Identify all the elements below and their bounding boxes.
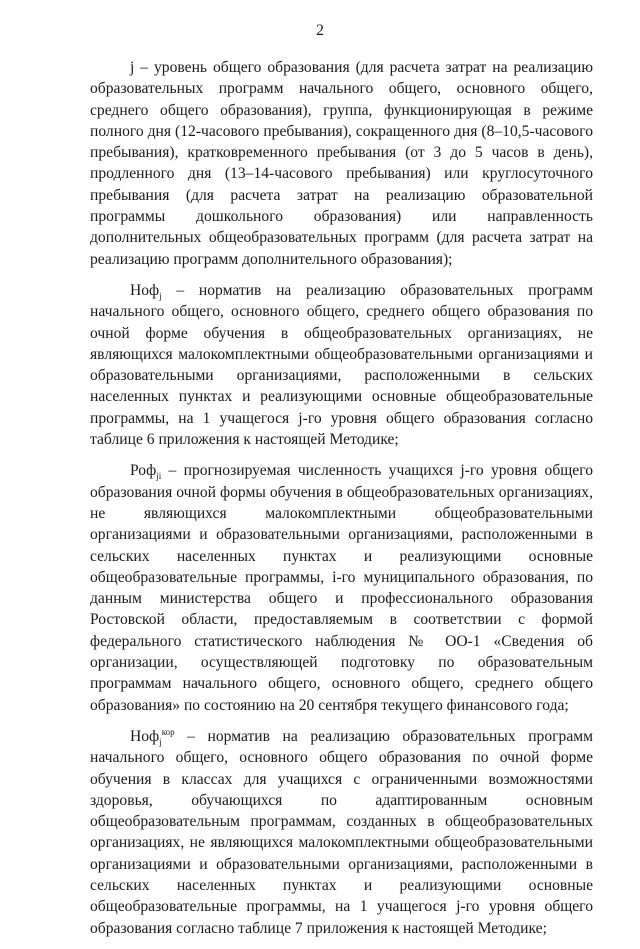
definition-paragraph-nof-kor [90, 726, 593, 939]
definition-paragraph-rof [90, 460, 593, 716]
definition-text: – норматив на реализацию образовательных программ начального общего, основного общего, среднего общего образования по очной форме обучения в общеобразовательных организациях, не являющихся малокомплектными общеобразовательными организациями и образовательными организациями, расположенными в сельских населенных пунктах и реализующими основные общеобразовательные программы, на 1 учащегося j-го уровня общего образования согласно таблице 6 приложения к настоящей Методике; [90, 281, 593, 449]
definition-paragraph-level-j [90, 57, 593, 270]
term-subscript: j [159, 291, 162, 302]
term-symbol: Ноф [130, 727, 160, 745]
term-symbol: j [130, 59, 135, 76]
definition-text: – прогнозируемая численность учащихся j-го уровня общего образования очной формы обучения в общеобразовательных организациях, не являющихся малокомплектными общеобразовательными организациями и образовательными организациями, расположенными в сельских населенных пунктах и реализующими основные общеобразовательные программы, i-го муниципального образования, по данным министерства общего и профессионального образования Ростовской области, предоставляемым в соответствии с формой федерального статистического наблюдения № ОО-1 «Сведения об организации, осуществляющей подготовку по образовательным программам начального общего, основного общего, среднего общего образования» по состоянию на 20 сентября текущего финансового года; [90, 462, 593, 714]
term-symbol: Роф [130, 462, 157, 480]
definition-text: – норматив на реализацию образовательных программ начального общего, основного общего образования по очной форме обучения в классах для учащихся с ограниченными возможностями здоровья, обучающихся по адаптированным основным общеобразовательным программам, созданных в общеобразовательных организациях, не являющихся малокомплектными общеобразовательными организациями и образовательными организациями, расположенными в сельских населенных пунктах и реализующими основные общеобразовательные программы, на 1 учащегося j-го уровня общего образования согласно таблице 7 приложения к настоящей Методике; [90, 727, 593, 937]
definition-paragraph-nof [90, 280, 593, 450]
page-number: 2 [316, 22, 324, 39]
term-subscript: j [159, 737, 162, 748]
definition-text: – уровень общего образования (для расчета затрат на реализацию образовательных программ начального общего, основного общего, среднего общего образования), группа, функционирующая в режиме полного дня (12-часового пребывания), сокращенного дня (8–10,5-часового пребывания), кратковременного пребывания (от 3 до 5 часов в день), продленного дня (13–14-часового пребывания) или круглосуточного пребывания (для расчета затрат на реализацию образовательной программы дошкольного образования) или направленность дополнительных общеобразовательных программ (для расчета затрат на реализацию программ дополнительного образования); [90, 59, 593, 268]
term-symbol: Ноф [130, 281, 160, 299]
document-body [90, 57, 593, 949]
term-subscript: ji [156, 471, 162, 482]
term-superscript: кор [161, 726, 175, 737]
